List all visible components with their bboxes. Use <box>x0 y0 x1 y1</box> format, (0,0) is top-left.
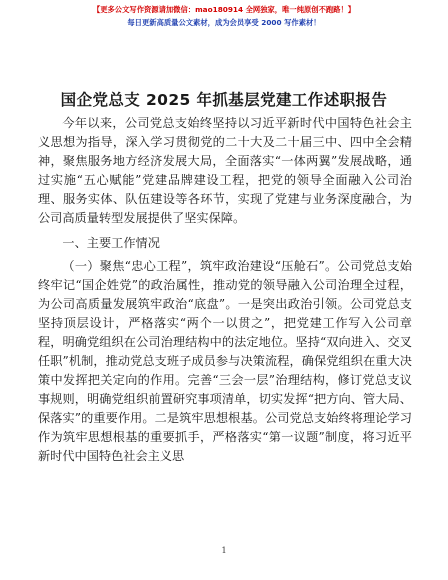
promo-line-2: 每日更新高质量公文素材，成为会员享受 2000 写作素材！ <box>127 18 321 27</box>
document-title: 国企党总支 2025 年抓基层党建工作述职报告 <box>60 91 388 109</box>
body-paragraph: （一）聚焦“忠心工程”，筑牢政治建设“压舱石”。公司党总支始终牢记“国企姓党”的政治属性，推动党的领导融入公司治理全过程，为公司高质量发展筑牢政治“底盘”。一是突出政治引领。公司党总支坚持顶层设计，严格落实“两个一以贯之”，把党建工作写入公司章程，明确党组织在公司治理结构中的法定地位。坚持“双向进入、交叉任职”机制，推动党总支班子成员参与决策流程，确保党组织在重大决策中发挥把关定向的作用。完善“三会一层”治理结构，修订党总支议事规则，明确党组织前置研究事项清单，切实发挥“把方向、管大局、保落实”的重要作用。二是筑牢思想根基。公司党总支始终将理论学习作为筑牢思想根基的重要抓手，严格落实“第一议题”制度，将习近平新时代中国特色社会主义思 <box>38 259 412 463</box>
document-body <box>38 114 412 466</box>
promo-banner <box>0 3 448 29</box>
promo-line-1: 【更多公文写作资源请加微信：mao180914 全网独家，唯一纯原创不跑路！】 <box>92 5 356 14</box>
intro-paragraph: 今年以来，公司党总支始终坚持以习近平新时代中国特色社会主义思想为指导，深入学习贯彻党的二十大及二十届三中、四中全会精神，聚焦服务地方经济发展大局，全面落实“一体两翼”发展战略，通过实施“五心赋能”党建品牌建设工程，把党的领导全面融入公司治理、服务实体、队伍建设等各环节，实现了党建与业务深度融合，为公司高质量转型发展提供了坚实保障。 <box>38 116 412 225</box>
page-number: 1 <box>221 546 227 555</box>
section-heading: 一、主要工作情况 <box>62 236 160 250</box>
